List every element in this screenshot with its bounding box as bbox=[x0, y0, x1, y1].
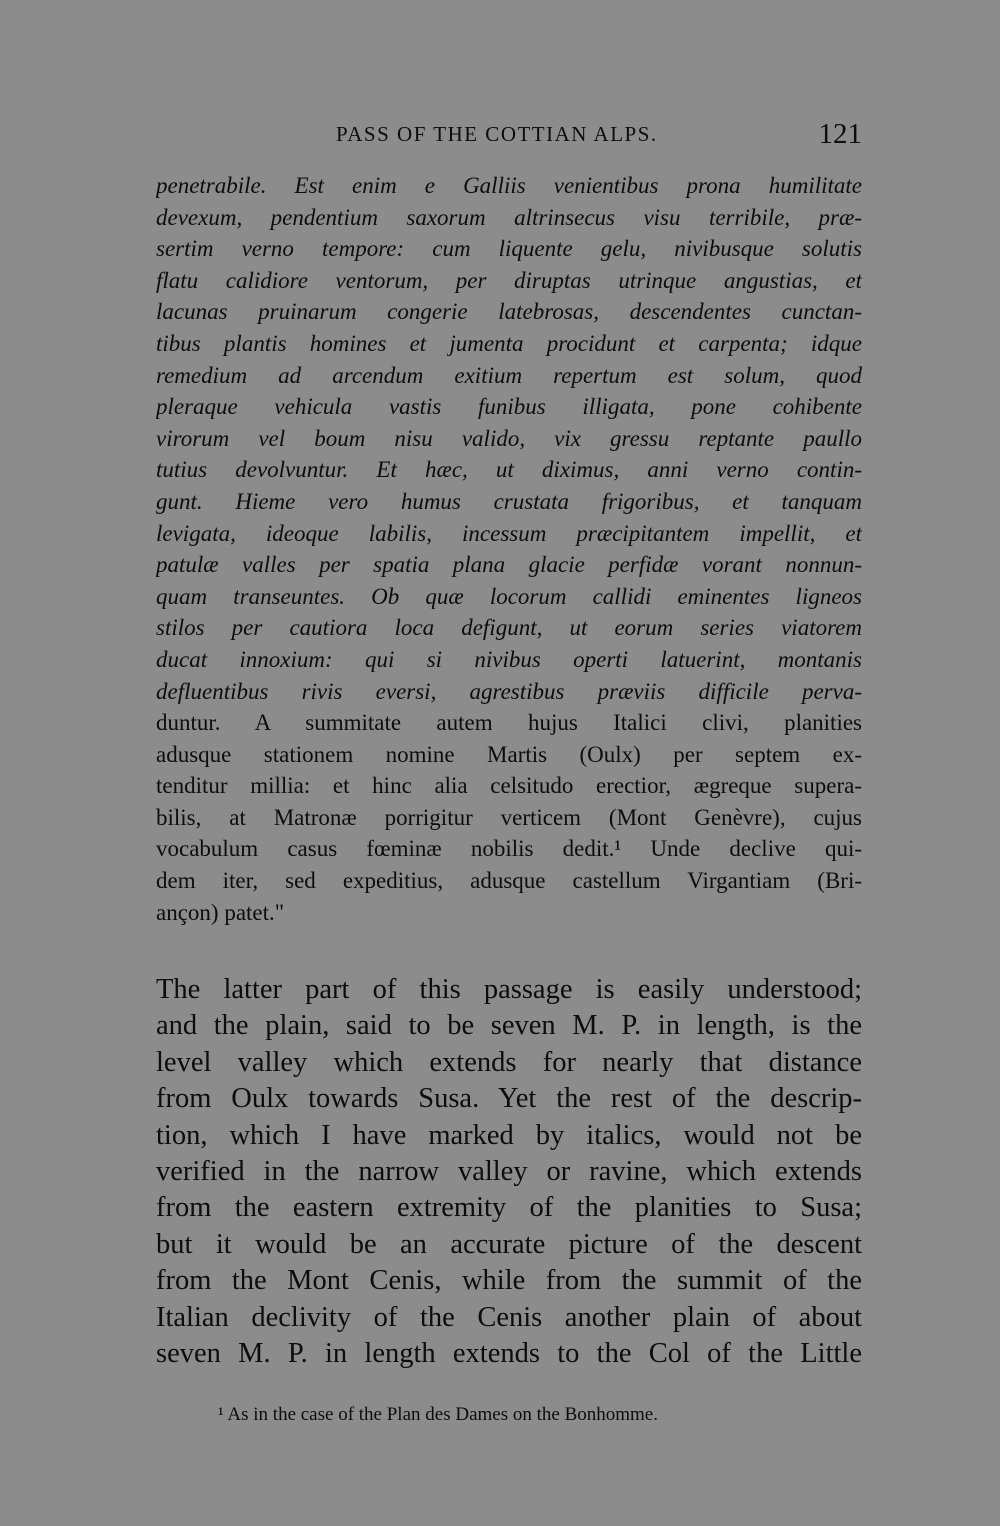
body-paragraph bbox=[156, 972, 862, 1372]
body-line: and the plain, said to be seven M. P. in length, is the bbox=[156, 1010, 862, 1042]
quote-line: defluentibus rivis eversi, agrestibus præviis difficile perva- bbox=[156, 678, 862, 704]
quote-line: dem iter, sed expeditius, adusque castellum Virgantiam (Bri- bbox=[156, 868, 862, 894]
quote-line: gunt. Hieme vero humus crustata frigoribus, et tanquam bbox=[156, 488, 862, 514]
quote-line: pleraque vehicula vastis funibus illigata, pone cohibente bbox=[156, 394, 862, 420]
body-line: from the Mont Cenis, while from the summit of the bbox=[156, 1265, 862, 1297]
quote-line: ançon) patet." bbox=[156, 899, 285, 925]
quote-line: patulæ valles per spatia plana glacie perfidæ vorant nonnun- bbox=[156, 552, 862, 578]
quote-line: stilos per cautiora loca defigunt, ut eorum series viatorem bbox=[156, 615, 862, 641]
quote-line: tenditur millia: et hinc alia celsitudo erectior, ægreque supera- bbox=[156, 773, 862, 799]
quote-line: devexum, pendentium saxorum altrinsecus visu terribile, præ- bbox=[156, 204, 862, 230]
running-head: PASS OF THE COTTIAN ALPS. bbox=[336, 122, 658, 146]
page-number: 121 bbox=[818, 118, 862, 150]
quote-line: lacunas pruinarum congerie latebrosas, descendentes cunctan- bbox=[156, 299, 862, 325]
quote-line: virorum vel boum nisu valido, vix gressu reptante paullo bbox=[156, 425, 862, 451]
body-line: level valley which extends for nearly that distance bbox=[156, 1046, 862, 1078]
quote-line: tutius devolvuntur. Et hæc, ut diximus, anni verno contin- bbox=[156, 457, 862, 483]
latin-quotation bbox=[156, 170, 862, 928]
body-line: seven M. P. in length extends to the Col of the Little bbox=[156, 1337, 862, 1369]
quote-line: quam transeuntes. Ob quæ locorum callidi eminentes ligneos bbox=[156, 583, 862, 609]
body-line: but it would be an accurate picture of the descent bbox=[156, 1228, 862, 1260]
footnote: ¹ As in the case of the Plan des Dames on the Bonhomme. bbox=[218, 1404, 658, 1425]
quote-line: adusque stationem nomine Martis (Oulx) per septem ex- bbox=[156, 741, 862, 767]
quote-line: tibus plantis homines et jumenta procidunt et carpenta; idque bbox=[156, 330, 862, 356]
quote-line: remedium ad arcendum exitium repertum est solum, quod bbox=[156, 362, 862, 388]
quote-line: flatu calidiore ventorum, per diruptas utrinque angustias, et bbox=[156, 267, 862, 293]
quote-line: levigata, ideoque labilis, incessum præcipitantem impellit, et bbox=[156, 520, 862, 546]
quote-line: penetrabile. Est enim e Galliis venientibus prona humilitate bbox=[156, 173, 862, 198]
page-header bbox=[156, 118, 862, 152]
quote-line: duntur. A summitate autem hujus Italici clivi, planities bbox=[156, 710, 862, 736]
body-line: from the eastern extremity of the planities to Susa; bbox=[156, 1192, 862, 1224]
body-line: tion, which I have marked by italics, would not be bbox=[156, 1119, 862, 1151]
quote-line: sertim verno tempore: cum liquente gelu, nivibusque solutis bbox=[156, 236, 862, 262]
body-line: from Oulx towards Susa. Yet the rest of the descrip- bbox=[156, 1083, 862, 1115]
quote-line: ducat innoxium: qui si nivibus operti latuerint, montanis bbox=[156, 646, 862, 672]
quote-line: vocabulum casus fœminæ nobilis dedit.¹ Unde declive qui- bbox=[156, 836, 862, 862]
body-line: Italian declivity of the Cenis another plain of about bbox=[156, 1301, 862, 1333]
body-line: The latter part of this passage is easily understood; bbox=[156, 974, 862, 1005]
quote-line: bilis, at Matronæ porrigitur verticem (Mont Genèvre), cujus bbox=[156, 804, 862, 830]
body-line: verified in the narrow valley or ravine, which extends bbox=[156, 1155, 862, 1187]
